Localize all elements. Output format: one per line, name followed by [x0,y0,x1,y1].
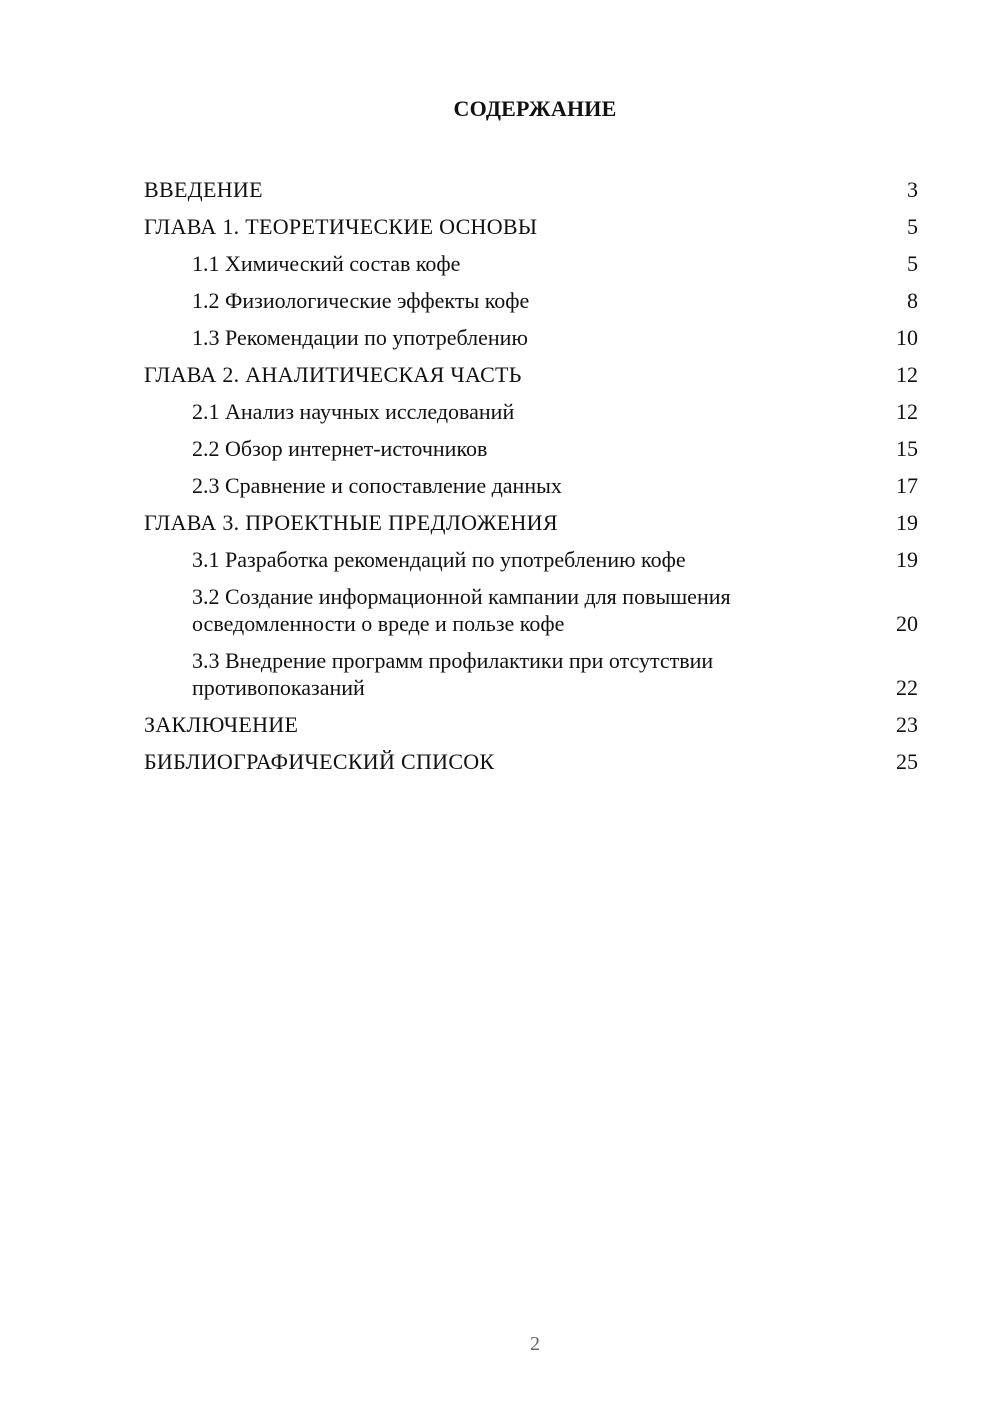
toc-entry-title: 2.3 Сравнение и сопоставление данных [192,473,562,498]
toc-entry-page: 10 [896,325,918,350]
toc-entry-title: ЗАКЛЮЧЕНИЕ [144,712,299,737]
toc-entry-chapter-1[interactable] [144,203,918,240]
toc-entry-title: ГЛАВА 2. АНАЛИТИЧЕСКАЯ ЧАСТЬ [144,362,522,387]
toc-entry-page: 22 [896,675,918,700]
table-of-contents [144,166,918,775]
toc-entry-section-1-2[interactable] [144,277,918,314]
toc-entry-title: ГЛАВА 3. ПРОЕКТНЫЕ ПРЕДЛОЖЕНИЯ [144,510,558,535]
toc-entry-page: 17 [896,473,918,498]
toc-entry-title: ВВЕДЕНИЕ [144,177,263,202]
toc-entry-page: 12 [896,399,918,424]
toc-entry-page: 20 [896,611,918,636]
toc-entry-section-2-1[interactable] [144,388,918,425]
toc-entry-introduction[interactable] [144,166,918,203]
toc-entry-page: 25 [896,749,918,774]
toc-entry-title: 1.3 Рекомендации по употреблению [192,325,528,350]
toc-entry-page: 19 [896,547,918,572]
toc-entry-page: 15 [896,436,918,461]
toc-entry-section-1-3[interactable] [144,314,918,351]
toc-entry-title: БИБЛИОГРАФИЧЕСКИЙ СПИСОК [144,749,495,774]
page-title: СОДЕРЖАНИЕ [453,96,617,121]
toc-entry-title: 2.1 Анализ научных исследований [192,399,515,424]
toc-entry-section-2-2[interactable] [144,425,918,462]
toc-entry-title: 3.3 Внедрение программ профилактики при отсутствии противопоказаний [192,648,714,700]
toc-entry-title: 1.2 Физиологические эффекты кофе [192,288,530,313]
toc-entry-title: 2.2 Обзор интернет-источников [192,436,488,461]
toc-entry-conclusion[interactable] [144,701,918,738]
toc-entry-section-2-3[interactable] [144,462,918,499]
toc-entry-page: 19 [896,510,918,535]
toc-entry-page: 5 [907,251,918,276]
toc-entry-chapter-3[interactable] [144,499,918,536]
toc-entry-title: 3.1 Разработка рекомендаций по употреблению кофе [192,547,686,572]
toc-entry-section-1-1[interactable] [144,240,918,277]
page-number: 2 [530,1333,540,1355]
toc-entry-page: 23 [896,712,918,737]
toc-entry-chapter-2[interactable] [144,351,918,388]
toc-entry-title: 3.2 Создание информационной кампании для повышения осведомленности о вреде и пользе кофе [192,584,731,636]
toc-entry-page: 5 [907,214,918,239]
toc-entry-page: 8 [907,288,918,313]
toc-entry-section-3-1[interactable] [144,536,918,573]
toc-entry-bibliography[interactable] [144,738,918,775]
toc-entry-page: 12 [896,362,918,387]
toc-entry-title: 1.1 Химический состав кофе [192,251,461,276]
toc-entry-section-3-2[interactable] [144,573,918,637]
toc-entry-title: ГЛАВА 1. ТЕОРЕТИЧЕСКИЕ ОСНОВЫ [144,214,538,239]
toc-entry-page: 3 [907,177,918,202]
toc-entry-section-3-3[interactable] [144,637,918,701]
